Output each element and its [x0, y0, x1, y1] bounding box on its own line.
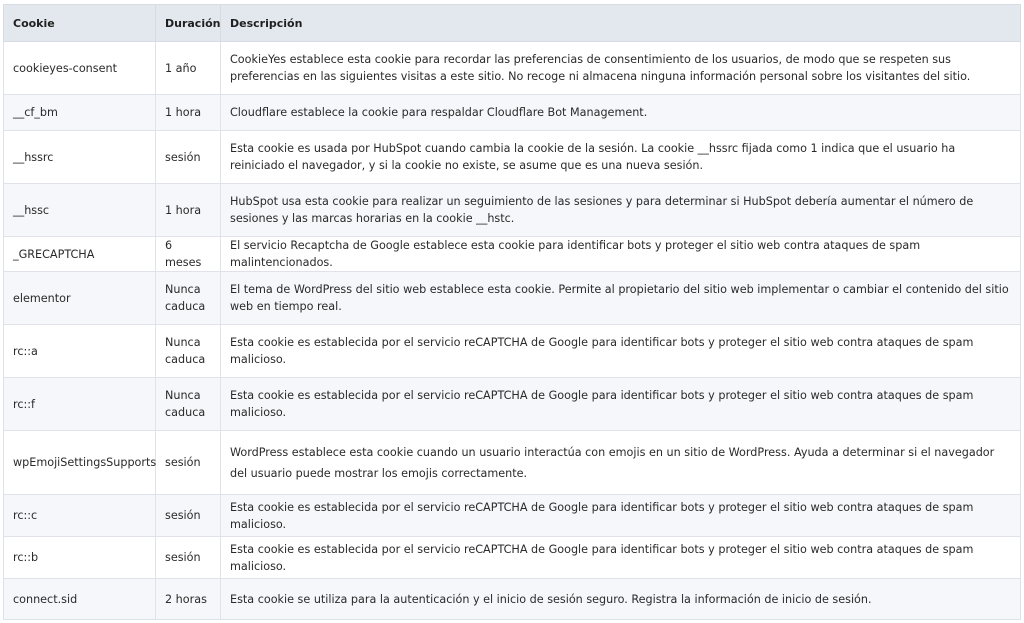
table-row [4, 237, 1021, 272]
description-cell: El tema de WordPress del sitio web establece esta cookie. Permite al propietario del sitio web implementar o cambiar el contenido del sitio web en tiempo real. [221, 272, 1021, 325]
header-description: Descripción [221, 5, 1021, 42]
duration-cell: Nunca caduca [156, 272, 221, 325]
table-row [4, 325, 1021, 378]
description-cell: HubSpot usa esta cookie para realizar un seguimiento de las sesiones y para determinar si HubSpot debería aumentar el número de sesiones y las marcas horarias en la cookie __hstc. [221, 184, 1021, 237]
duration-cell: Nunca caduca [156, 378, 221, 431]
description-cell: Esta cookie es establecida por el servicio reCAPTCHA de Google para identificar bots y proteger el sitio web contra ataques de spam malicioso. [221, 378, 1021, 431]
duration-cell: 1 hora [156, 184, 221, 237]
duration-cell: sesión [156, 495, 221, 537]
description-cell: Esta cookie es usada por HubSpot cuando cambia la cookie de la sesión. La cookie __hssrc fijada como 1 indica que el usuario ha reiniciado el navegador, y si la cookie no existe, se asume que es una nueva sesión. [221, 131, 1021, 184]
duration-cell: sesión [156, 537, 221, 579]
description-cell: El servicio Recaptcha de Google establece esta cookie para identificar bots y proteger el sitio web contra ataques de spam malintencionados. [221, 237, 1021, 272]
description-cell: Esta cookie se utiliza para la autenticación y el inicio de sesión seguro. Registra la información de inicio de sesión. [221, 579, 1021, 620]
table-row [4, 431, 1021, 495]
cookie-name-cell: cookieyes-consent [4, 42, 156, 95]
cookie-table [3, 4, 1021, 620]
table-row [4, 537, 1021, 579]
duration-cell: Nunca caduca [156, 325, 221, 378]
cookie-name-cell: rc::c [4, 495, 156, 537]
duration-cell: 1 hora [156, 95, 221, 131]
table-header-row [4, 5, 1021, 42]
table-row [4, 378, 1021, 431]
table-row [4, 272, 1021, 325]
cookie-name-cell: _GRECAPTCHA [4, 237, 156, 272]
duration-cell: sesión [156, 431, 221, 495]
description-cell: WordPress establece esta cookie cuando un usuario interactúa con emojis en un sitio de WordPress. Ayuda a determinar si el navegador del usuario puede mostrar los emojis correctamente. [221, 431, 1021, 495]
description-cell: Esta cookie es establecida por el servicio reCAPTCHA de Google para identificar bots y proteger el sitio web contra ataques de spam malicioso. [221, 325, 1021, 378]
duration-cell: 1 año [156, 42, 221, 95]
cookie-name-cell: __hssrc [4, 131, 156, 184]
description-cell: Esta cookie es establecida por el servicio reCAPTCHA de Google para identificar bots y proteger el sitio web contra ataques de spam malicioso. [221, 537, 1021, 579]
cookie-name-cell: rc::b [4, 537, 156, 579]
duration-cell: sesión [156, 131, 221, 184]
cookie-name-cell: __hssc [4, 184, 156, 237]
table-row [4, 184, 1021, 237]
table-row [4, 131, 1021, 184]
cookie-name-cell: connect.sid [4, 579, 156, 620]
header-duration: Duración [156, 5, 221, 42]
duration-cell: 6 meses [156, 237, 221, 272]
cookie-name-cell: elementor [4, 272, 156, 325]
description-cell: Cloudflare establece la cookie para respaldar Cloudflare Bot Management. [221, 95, 1021, 131]
table-row [4, 495, 1021, 537]
description-cell: Esta cookie es establecida por el servicio reCAPTCHA de Google para identificar bots y proteger el sitio web contra ataques de spam malicioso. [221, 495, 1021, 537]
cookie-name-cell: rc::a [4, 325, 156, 378]
header-cookie: Cookie [4, 5, 156, 42]
cookie-name-cell: rc::f [4, 378, 156, 431]
duration-cell: 2 horas [156, 579, 221, 620]
table-row [4, 42, 1021, 95]
description-cell: CookieYes establece esta cookie para recordar las preferencias de consentimiento de los usuarios, de modo que se respeten sus preferencias en las siguientes visitas a este sitio. No recoge ni almacena ninguna información personal sobre los visitantes del sitio. [221, 42, 1021, 95]
cookie-name-cell: wpEmojiSettingsSupports [4, 431, 156, 495]
cookie-name-cell: __cf_bm [4, 95, 156, 131]
table-row [4, 579, 1021, 620]
table-row [4, 95, 1021, 131]
